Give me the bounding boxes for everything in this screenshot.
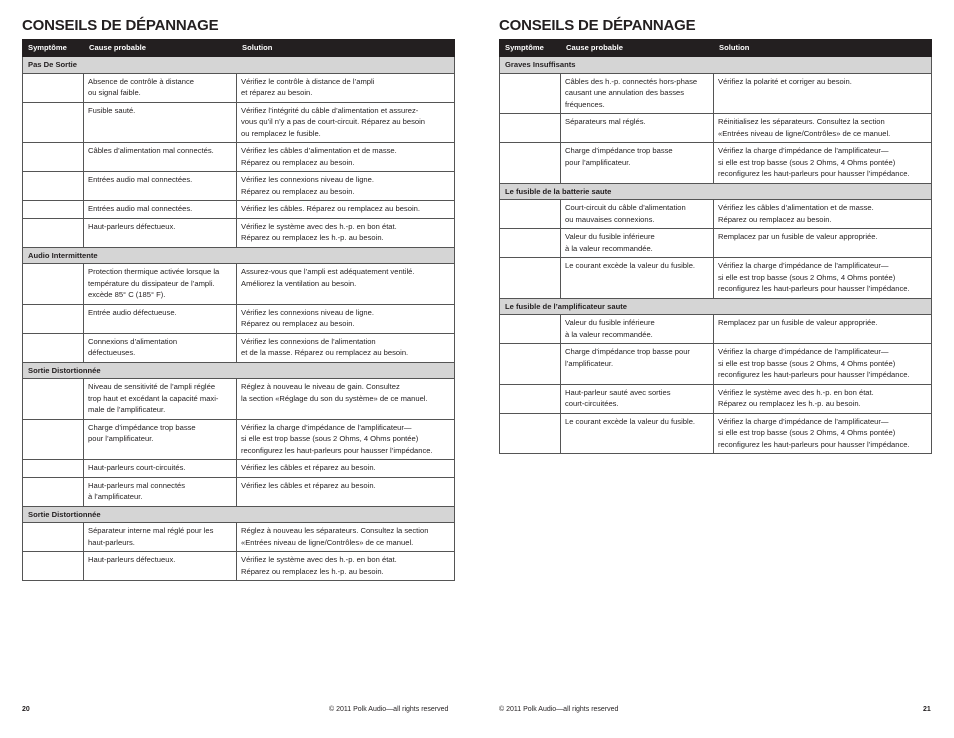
cause-cell: Séparateur interne mal réglé pour les haut-parleurs.	[84, 523, 237, 552]
section-title: Sortie Distortionnée	[23, 362, 455, 379]
solution-cell: Vérifiez le contrôle à distance de l’ampli et réparez au besoin.	[237, 73, 455, 102]
cause-cell: Câbles des h.-p. connectés hors-phase causant une annulation des basses fréquences.	[561, 73, 714, 114]
solution-cell: Assurez-vous que l’ampli est adéquatement ventilé. Améliorez la ventilation au besoin.	[237, 264, 455, 305]
symptom-cell	[500, 200, 561, 229]
symptom-cell	[23, 73, 84, 102]
cause-cell: Connexions d’alimentation défectueuses.	[84, 333, 237, 362]
page-number-left: 20	[22, 706, 30, 713]
table-row	[23, 552, 455, 581]
section-row	[23, 506, 455, 523]
cause-cell: Haut-parleur sauté avec sorties court-circuitées.	[561, 384, 714, 413]
symptom-cell	[23, 201, 84, 219]
symptom-cell	[23, 172, 84, 201]
table-row	[23, 333, 455, 362]
table-row	[23, 143, 455, 172]
table-row	[23, 523, 455, 552]
table-row	[23, 460, 455, 478]
symptom-cell	[500, 315, 561, 344]
table-header-row	[23, 40, 455, 57]
copyright-right: © 2011 Polk Audio—all rights reserved	[499, 706, 619, 713]
table-row	[500, 114, 932, 143]
table-row	[500, 200, 932, 229]
cause-cell: Valeur du fusible inférieure à la valeur recommandée.	[561, 315, 714, 344]
cause-cell: Valeur du fusible inférieure à la valeur recommandée.	[561, 229, 714, 258]
solution-cell: Réinitialisez les séparateurs. Consultez la section «Entrées niveau de ligne/Contrôles» de ce manuel.	[714, 114, 932, 143]
cause-cell: Haut-parleurs mal connectés à l’amplificateur.	[84, 477, 237, 506]
symptom-cell	[23, 143, 84, 172]
table-row	[500, 315, 932, 344]
solution-cell: Vérifiez les câbles. Réparez ou remplacez au besoin.	[237, 201, 455, 219]
solution-cell: Remplacez par un fusible de valeur appropriée.	[714, 229, 932, 258]
header-solution: Solution	[714, 40, 932, 57]
cause-cell: Câbles d’alimentation mal connectés.	[84, 143, 237, 172]
table-row	[23, 218, 455, 247]
section-title: Le fusible de la batterie saute	[500, 183, 932, 200]
symptom-cell	[23, 264, 84, 305]
cause-cell: Le courant excède la valeur du fusible.	[561, 413, 714, 454]
symptom-cell	[23, 304, 84, 333]
cause-cell: Haut-parleurs court-circuités.	[84, 460, 237, 478]
table-row	[23, 172, 455, 201]
solution-cell: Vérifiez l’intégrité du câble d’alimentation et assurez- vous qu’il n’y a pas de court-circuit. Réparez au besoin ou remplacez le fusible.	[237, 102, 455, 143]
section-title: Pas De Sortie	[23, 57, 455, 74]
solution-cell: Vérifiez la charge d’impédance de l’amplificateur— si elle est trop basse (sous 2 Ohms, 4 Ohms pontée) reconfigurez les haut-parleurs pour hausser l’impédance.	[714, 413, 932, 454]
troubleshooting-table	[499, 39, 932, 454]
cause-cell: Niveau de sensitivité de l’ampli réglée trop haut et excédant la capacité maxi- male de l’amplificateur.	[84, 379, 237, 420]
table-row	[23, 477, 455, 506]
cause-cell: Charge d’impédance trop basse pour l’amplificateur.	[84, 419, 237, 460]
table-row	[500, 143, 932, 184]
cause-cell: Court-circuit du câble d’alimentation ou mauvaises connexions.	[561, 200, 714, 229]
cause-cell: Entrée audio défectueuse.	[84, 304, 237, 333]
symptom-cell	[23, 379, 84, 420]
header-symptom: Symptôme	[23, 40, 84, 57]
table-row	[500, 258, 932, 299]
solution-cell: Réglez à nouveau les séparateurs. Consultez la section «Entrées niveau de ligne/Contrôles» de ce manuel.	[237, 523, 455, 552]
table-row	[23, 379, 455, 420]
section-title: Graves Insuffisants	[500, 57, 932, 74]
header-cause: Cause probable	[561, 40, 714, 57]
section-row	[500, 57, 932, 74]
solution-cell: Vérifiez la charge d’impédance de l’amplificateur— si elle est trop basse (sous 2 Ohms, 4 Ohms pontée) reconfigurez les haut-parleurs pour hausser l’impédance.	[714, 258, 932, 299]
section-row	[23, 247, 455, 264]
table-row	[500, 344, 932, 385]
cause-cell: Absence de contrôle à distance ou signal faible.	[84, 73, 237, 102]
solution-cell: Remplacez par un fusible de valeur appropriée.	[714, 315, 932, 344]
section-title: Audio Intermittente	[23, 247, 455, 264]
symptom-cell	[500, 229, 561, 258]
section-row	[500, 183, 932, 200]
symptom-cell	[23, 333, 84, 362]
table-row	[23, 304, 455, 333]
symptom-cell	[23, 477, 84, 506]
header-cause: Cause probable	[84, 40, 237, 57]
table-row	[23, 201, 455, 219]
solution-cell: Vérifiez les câbles et réparez au besoin.	[237, 477, 455, 506]
solution-cell: Vérifiez la charge d’impédance de l’amplificateur— si elle est trop basse (sous 2 Ohms, 4 Ohms pontée) reconfigurez les haut-parleurs pour hausser l’impédance.	[714, 143, 932, 184]
section-title: Sortie Distortionnée	[23, 506, 455, 523]
symptom-cell	[500, 344, 561, 385]
solution-cell: Vérifiez la charge d’impédance de l’amplificateur— si elle est trop basse (sous 2 Ohms, 4 Ohms pontée) reconfigurez les haut-parleurs pour hausser l’impédance.	[714, 344, 932, 385]
symptom-cell	[23, 419, 84, 460]
symptom-cell	[23, 218, 84, 247]
page-title: CONSEILS DE DÉPANNAGE	[22, 17, 219, 34]
header-symptom: Symptôme	[500, 40, 561, 57]
solution-cell: Vérifiez les connexions de l’alimentation et de la masse. Réparez ou remplacez au besoin.	[237, 333, 455, 362]
symptom-cell	[23, 102, 84, 143]
solution-cell: Vérifiez le système avec des h.-p. en bon état. Réparez ou remplacez les h.-p. au besoin.	[237, 218, 455, 247]
table-row	[23, 73, 455, 102]
solution-cell: Vérifiez les câbles d’alimentation et de masse. Réparez ou remplacez au besoin.	[714, 200, 932, 229]
cause-cell: Charge d’impédance trop basse pour l’amplificateur.	[561, 344, 714, 385]
cause-cell: Haut-parleurs défectueux.	[84, 218, 237, 247]
section-row	[500, 298, 932, 315]
solution-cell: Vérifiez la polarité et corriger au besoin.	[714, 73, 932, 114]
symptom-cell	[23, 523, 84, 552]
troubleshooting-table	[22, 39, 455, 581]
cause-cell: Entrées audio mal connectées.	[84, 201, 237, 219]
table-row	[500, 73, 932, 114]
symptom-cell	[500, 384, 561, 413]
solution-cell: Vérifiez les connexions niveau de ligne. Réparez ou remplacez au besoin.	[237, 304, 455, 333]
symptom-cell	[23, 552, 84, 581]
copyright-left: © 2011 Polk Audio—all rights reserved	[329, 706, 449, 713]
solution-cell: Vérifiez les connexions niveau de ligne. Réparez ou remplacez au besoin.	[237, 172, 455, 201]
page-number-right: 21	[923, 706, 931, 713]
cause-cell: Fusible sauté.	[84, 102, 237, 143]
solution-cell: Vérifiez le système avec des h.-p. en bon état. Réparez ou remplacez les h.-p. au besoin.	[714, 384, 932, 413]
cause-cell: Le courant excède la valeur du fusible.	[561, 258, 714, 299]
solution-cell: Vérifiez les câbles et réparez au besoin.	[237, 460, 455, 478]
section-row	[23, 57, 455, 74]
symptom-cell	[23, 460, 84, 478]
cause-cell: Entrées audio mal connectées.	[84, 172, 237, 201]
solution-cell: Vérifiez le système avec des h.-p. en bon état. Réparez ou remplacez les h.-p. au besoin.	[237, 552, 455, 581]
cause-cell: Haut-parleurs défectueux.	[84, 552, 237, 581]
page-title: CONSEILS DE DÉPANNAGE	[499, 17, 696, 34]
symptom-cell	[500, 73, 561, 114]
cause-cell: Protection thermique activée lorsque la température du dissipateur de l’ampli. excède 85° C (185° F).	[84, 264, 237, 305]
symptom-cell	[500, 258, 561, 299]
table-row	[23, 419, 455, 460]
cause-cell: Charge d’impédance trop basse pour l’amplificateur.	[561, 143, 714, 184]
solution-cell: Réglez à nouveau le niveau de gain. Consultez la section «Réglage du son du système» de ce manuel.	[237, 379, 455, 420]
header-solution: Solution	[237, 40, 455, 57]
symptom-cell	[500, 114, 561, 143]
section-row	[23, 362, 455, 379]
solution-cell: Vérifiez les câbles d’alimentation et de masse. Réparez ou remplacez au besoin.	[237, 143, 455, 172]
solution-cell: Vérifiez la charge d’impédance de l’amplificateur— si elle est trop basse (sous 2 Ohms, 4 Ohms pontée) reconfigurez les haut-parleurs pour hausser l’impédance.	[237, 419, 455, 460]
symptom-cell	[500, 143, 561, 184]
cause-cell: Séparateurs mal réglés.	[561, 114, 714, 143]
table-header-row	[500, 40, 932, 57]
symptom-cell	[500, 413, 561, 454]
table-row	[500, 384, 932, 413]
table-row	[23, 102, 455, 143]
section-title: Le fusible de l’amplificateur saute	[500, 298, 932, 315]
table-row	[500, 413, 932, 454]
table-row	[500, 229, 932, 258]
table-row	[23, 264, 455, 305]
